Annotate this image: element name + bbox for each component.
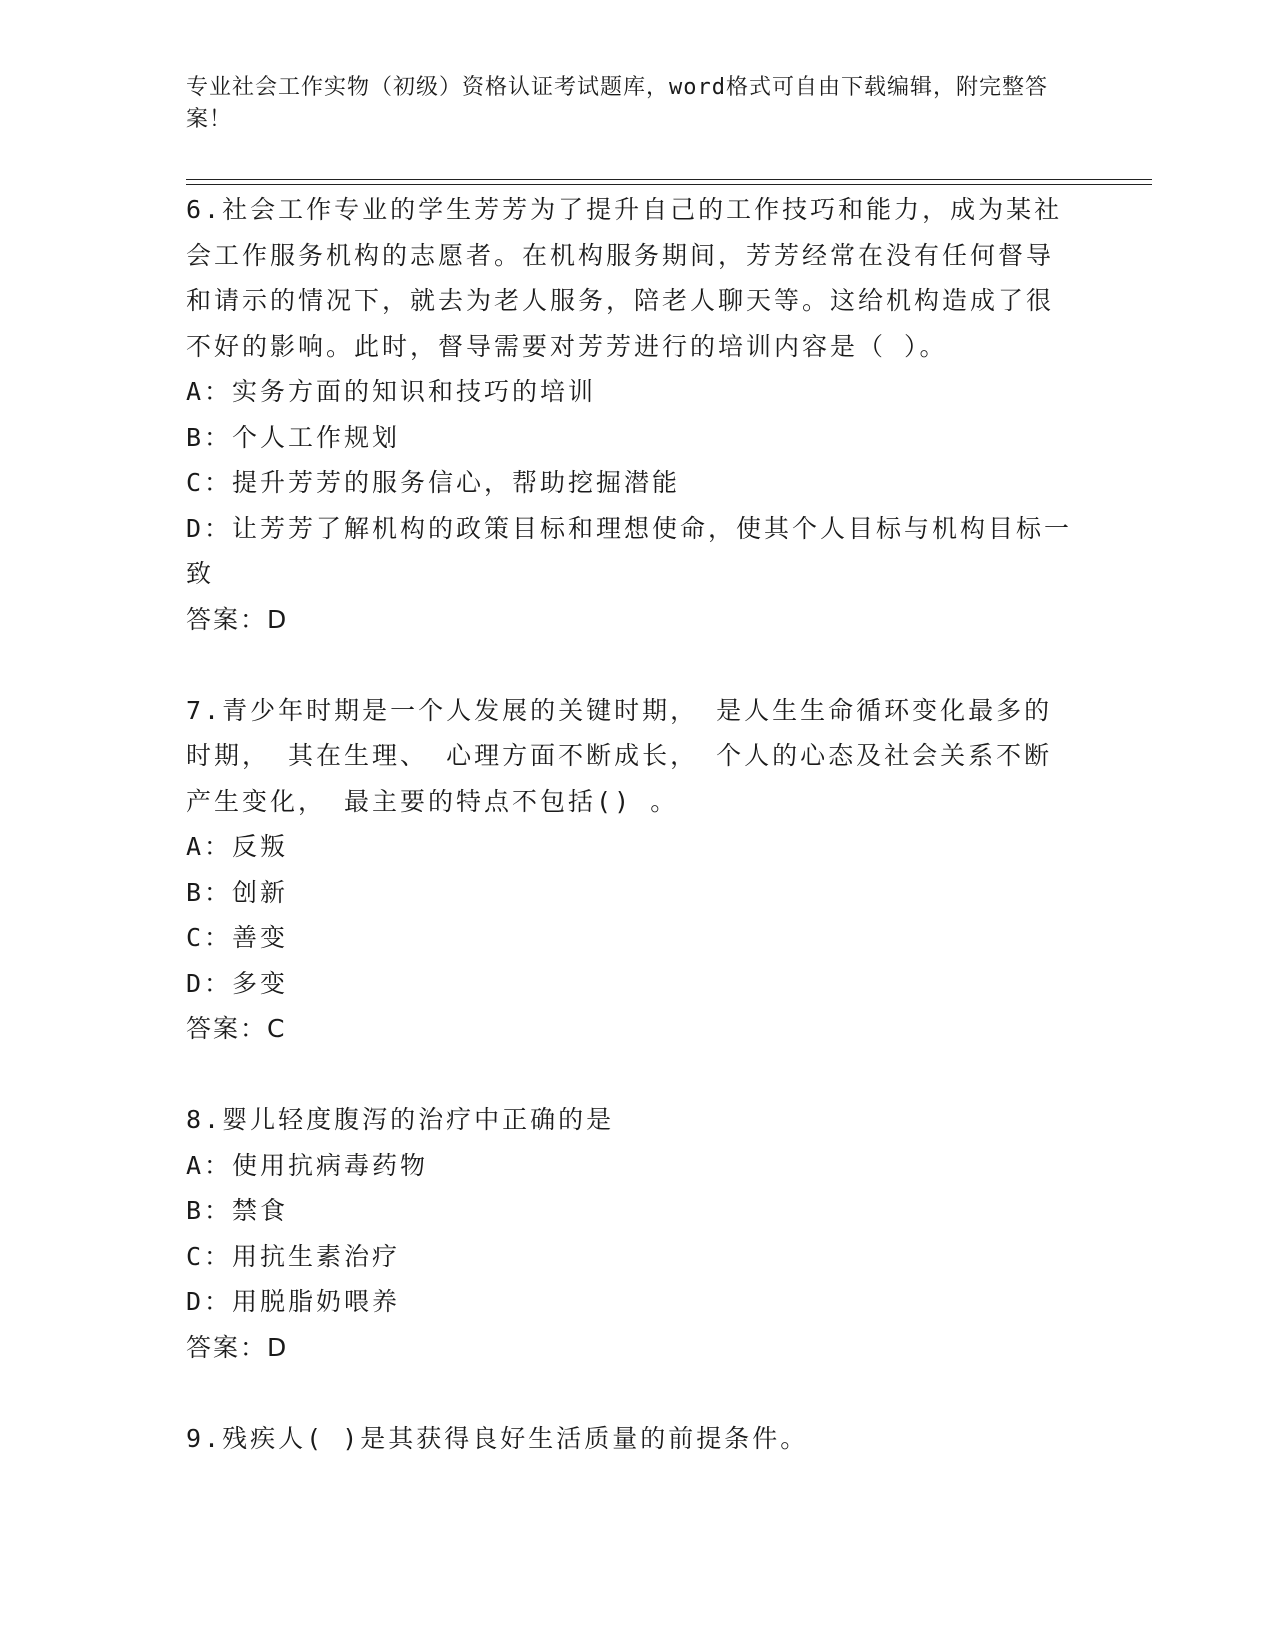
option-a: A：反叛	[186, 832, 289, 861]
option-b: B：个人工作规划	[186, 422, 401, 452]
page-header: 专业社会工作实物（初级）资格认证考试题库，word格式可自由下载编辑，附完整答案！	[186, 75, 1048, 132]
question-8	[186, 1097, 1076, 1370]
option-d: D：用脱脂奶喂养	[186, 1287, 401, 1316]
answer: 答案：C	[186, 1014, 287, 1043]
header-rule-bottom	[186, 184, 1152, 185]
question-text: 7.青少年时期是一个人发展的关键时期， 是人生生命循环变化最多的时期， 其在生理、 心理方面不断成长， 个人的心态及社会关系不断产生变化， 最主要的特点不包括() 。	[186, 695, 1053, 816]
option-d: D：多变	[186, 968, 289, 998]
option-b: B：禁食	[186, 1196, 289, 1225]
header-rule-top	[186, 179, 1152, 180]
answer: 答案：D	[186, 1332, 289, 1362]
option-a: A：使用抗病毒药物	[186, 1150, 429, 1180]
question-7	[186, 688, 1076, 1052]
question-9	[186, 1416, 1076, 1462]
question-6	[186, 187, 1076, 642]
question-text: 9.残疾人( )是其获得良好生活质量的前提条件。	[186, 1423, 809, 1453]
option-a: A：实务方面的知识和技巧的培训	[186, 377, 597, 406]
option-b: B：创新	[186, 877, 289, 907]
question-text: 8.婴儿轻度腹泻的治疗中正确的是	[186, 1105, 615, 1134]
question-list	[186, 187, 1076, 1507]
option-d: D：让芳芳了解机构的政策目标和理想使命，使其个人目标与机构目标一致	[186, 513, 1073, 588]
question-text: 6.社会工作专业的学生芳芳为了提升自己的工作技巧和能力，成为某社会工作服务机构的志愿者。在机构服务期间，芳芳经常在没有任何督导和请示的情况下，就去为老人服务，陪老人聊天等。这给机构造成了很不好的影响。此时，督导需要对芳芳进行的培训内容是（ ）。	[186, 195, 1063, 361]
option-c: C：提升芳芳的服务信心，帮助挖掘潜能	[186, 468, 681, 497]
option-c: C：用抗生素治疗	[186, 1241, 401, 1271]
option-c: C：善变	[186, 923, 289, 952]
answer: 答案：D	[186, 604, 289, 634]
